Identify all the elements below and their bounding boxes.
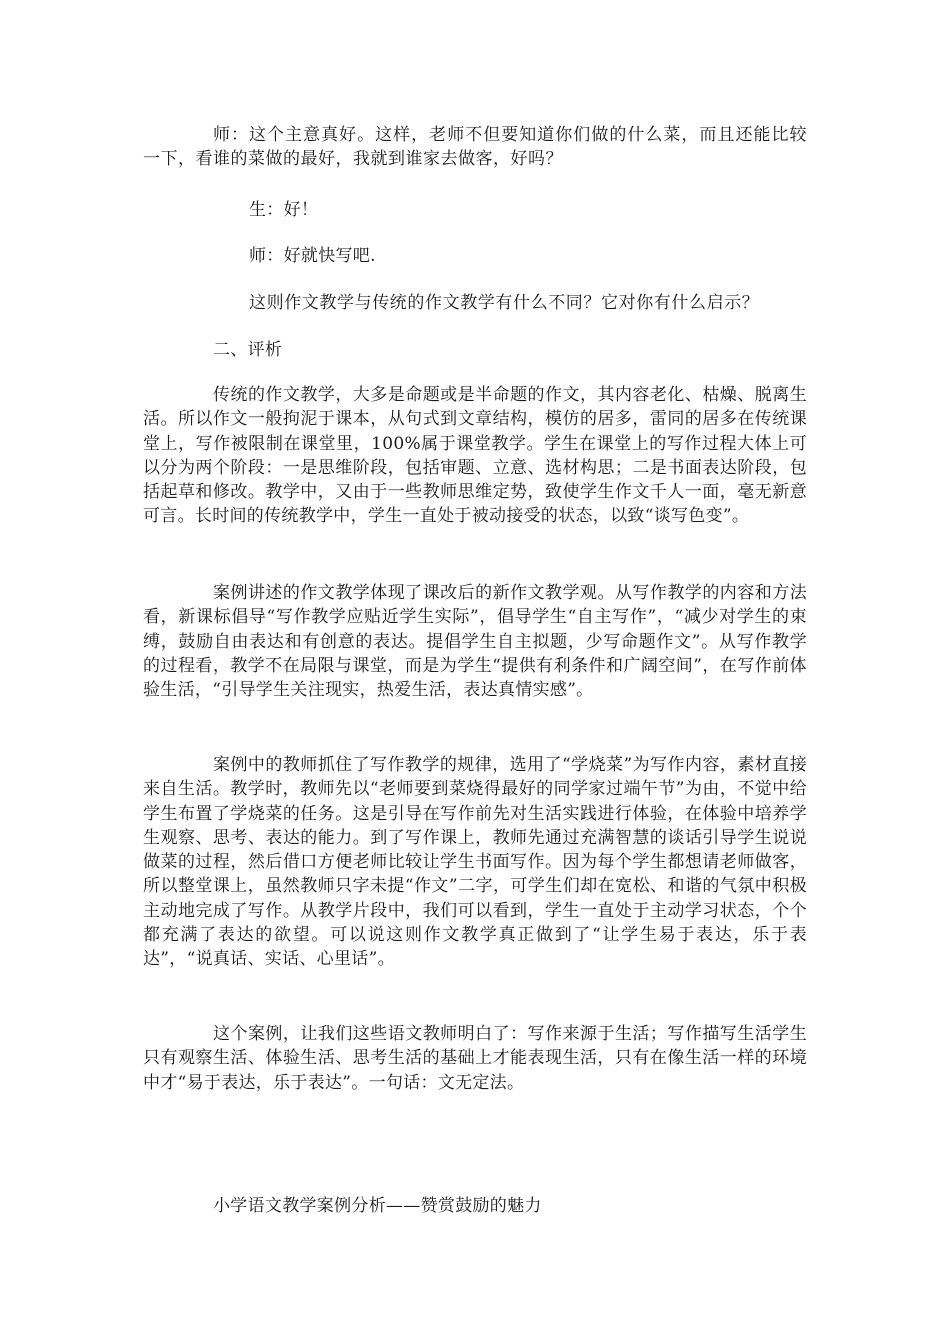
dialogue-student-line: 生：好！ bbox=[249, 200, 319, 220]
dialogue-teacher-line-2: 师：好就快写吧. bbox=[249, 246, 376, 266]
discussion-question: 这则作文教学与传统的作文教学有什么不同？它对你有什么启示？ bbox=[249, 293, 760, 313]
next-section-title: 小学语文教学案例分析——赞赏鼓励的魅力 bbox=[213, 1196, 542, 1216]
analysis-paragraph-2: 案例讲述的作文教学体现了课改后的新作文教学观。从写作教学的内容和方法看，新课标倡导“写作教学应贴近学生实际”，倡导学生“自主写作”，“减少对学生的束缚，鼓励自由表达和有创意的表达。提倡学生自主拟题，少写命题作文”。从写作教学的过程看，教学不在局限与课堂，而是为学生“提供有利条件和广阔空间”，在写作前体验生活，“引导学生关注现实，热爱生活，表达真情实感”。 bbox=[143, 583, 807, 701]
analysis-paragraph-3: 案例中的教师抓住了写作教学的规律，选用了“学烧菜”为写作内容，素材直接来自生活。教学时，教师先以“老师要到菜烧得最好的同学家过端午节”为由，不觉中给学生布置了学烧菜的任务。这是引导在写作前先对生活实践进行体验，在体验中培养学生观察、思考、表达的能力。到了写作课上，教师先通过充满智慧的谈话引导学生说说做菜的过程，然后借口方便老师比较让学生书面写作。因为每个学生都想请老师做客，所以整堂课上，虽然教师只字未提“作文”二字，可学生们却在宽松、和谐的气氛中积极主动地完成了写作。从教学片段中，我们可以看到，学生一直处于主动学习状态，个个都充满了表达的欲望。可以说这则作文教学真正做到了“让学生易于表达，乐于表达”，“说真话、实话、心里话”。 bbox=[143, 755, 807, 970]
dialogue-teacher-line-1: 师：这个主意真好。这样，老师不但要知道你们做的什么菜，而且还能比较一下，看谁的菜做的最好，我就到谁家去做客，好吗？ bbox=[143, 125, 807, 170]
analysis-paragraph-1: 传统的作文教学，大多是命题或是半命题的作文，其内容老化、枯燥、脱离生活。所以作文一般拘泥于课本，从句式到文章结构，模仿的居多，雷同的居多在传统课堂上，写作被限制在课堂里，100%属于课堂教学。学生在课堂上的写作过程大体上可以分为两个阶段：一是思维阶段，包括审题、立意、选材构思；二是书面表达阶段，包括起草和修改。教学中，又由于一些教师思维定势，致使学生作文千人一面，毫无新意可言。长时间的传统教学中，学生一直处于被动接受的状态，以致“谈写色变”。 bbox=[143, 385, 807, 527]
analysis-paragraph-4: 这个案例，让我们这些语文教师明白了：写作来源于生活；写作描写生活学生只有观察生活、体验生活、思考生活的基础上才能表现生活，只有在像生活一样的环境中才“易于表达，乐于表达”。一句话：文无定法。 bbox=[143, 1024, 807, 1093]
section-heading: 二、评析 bbox=[213, 340, 283, 360]
